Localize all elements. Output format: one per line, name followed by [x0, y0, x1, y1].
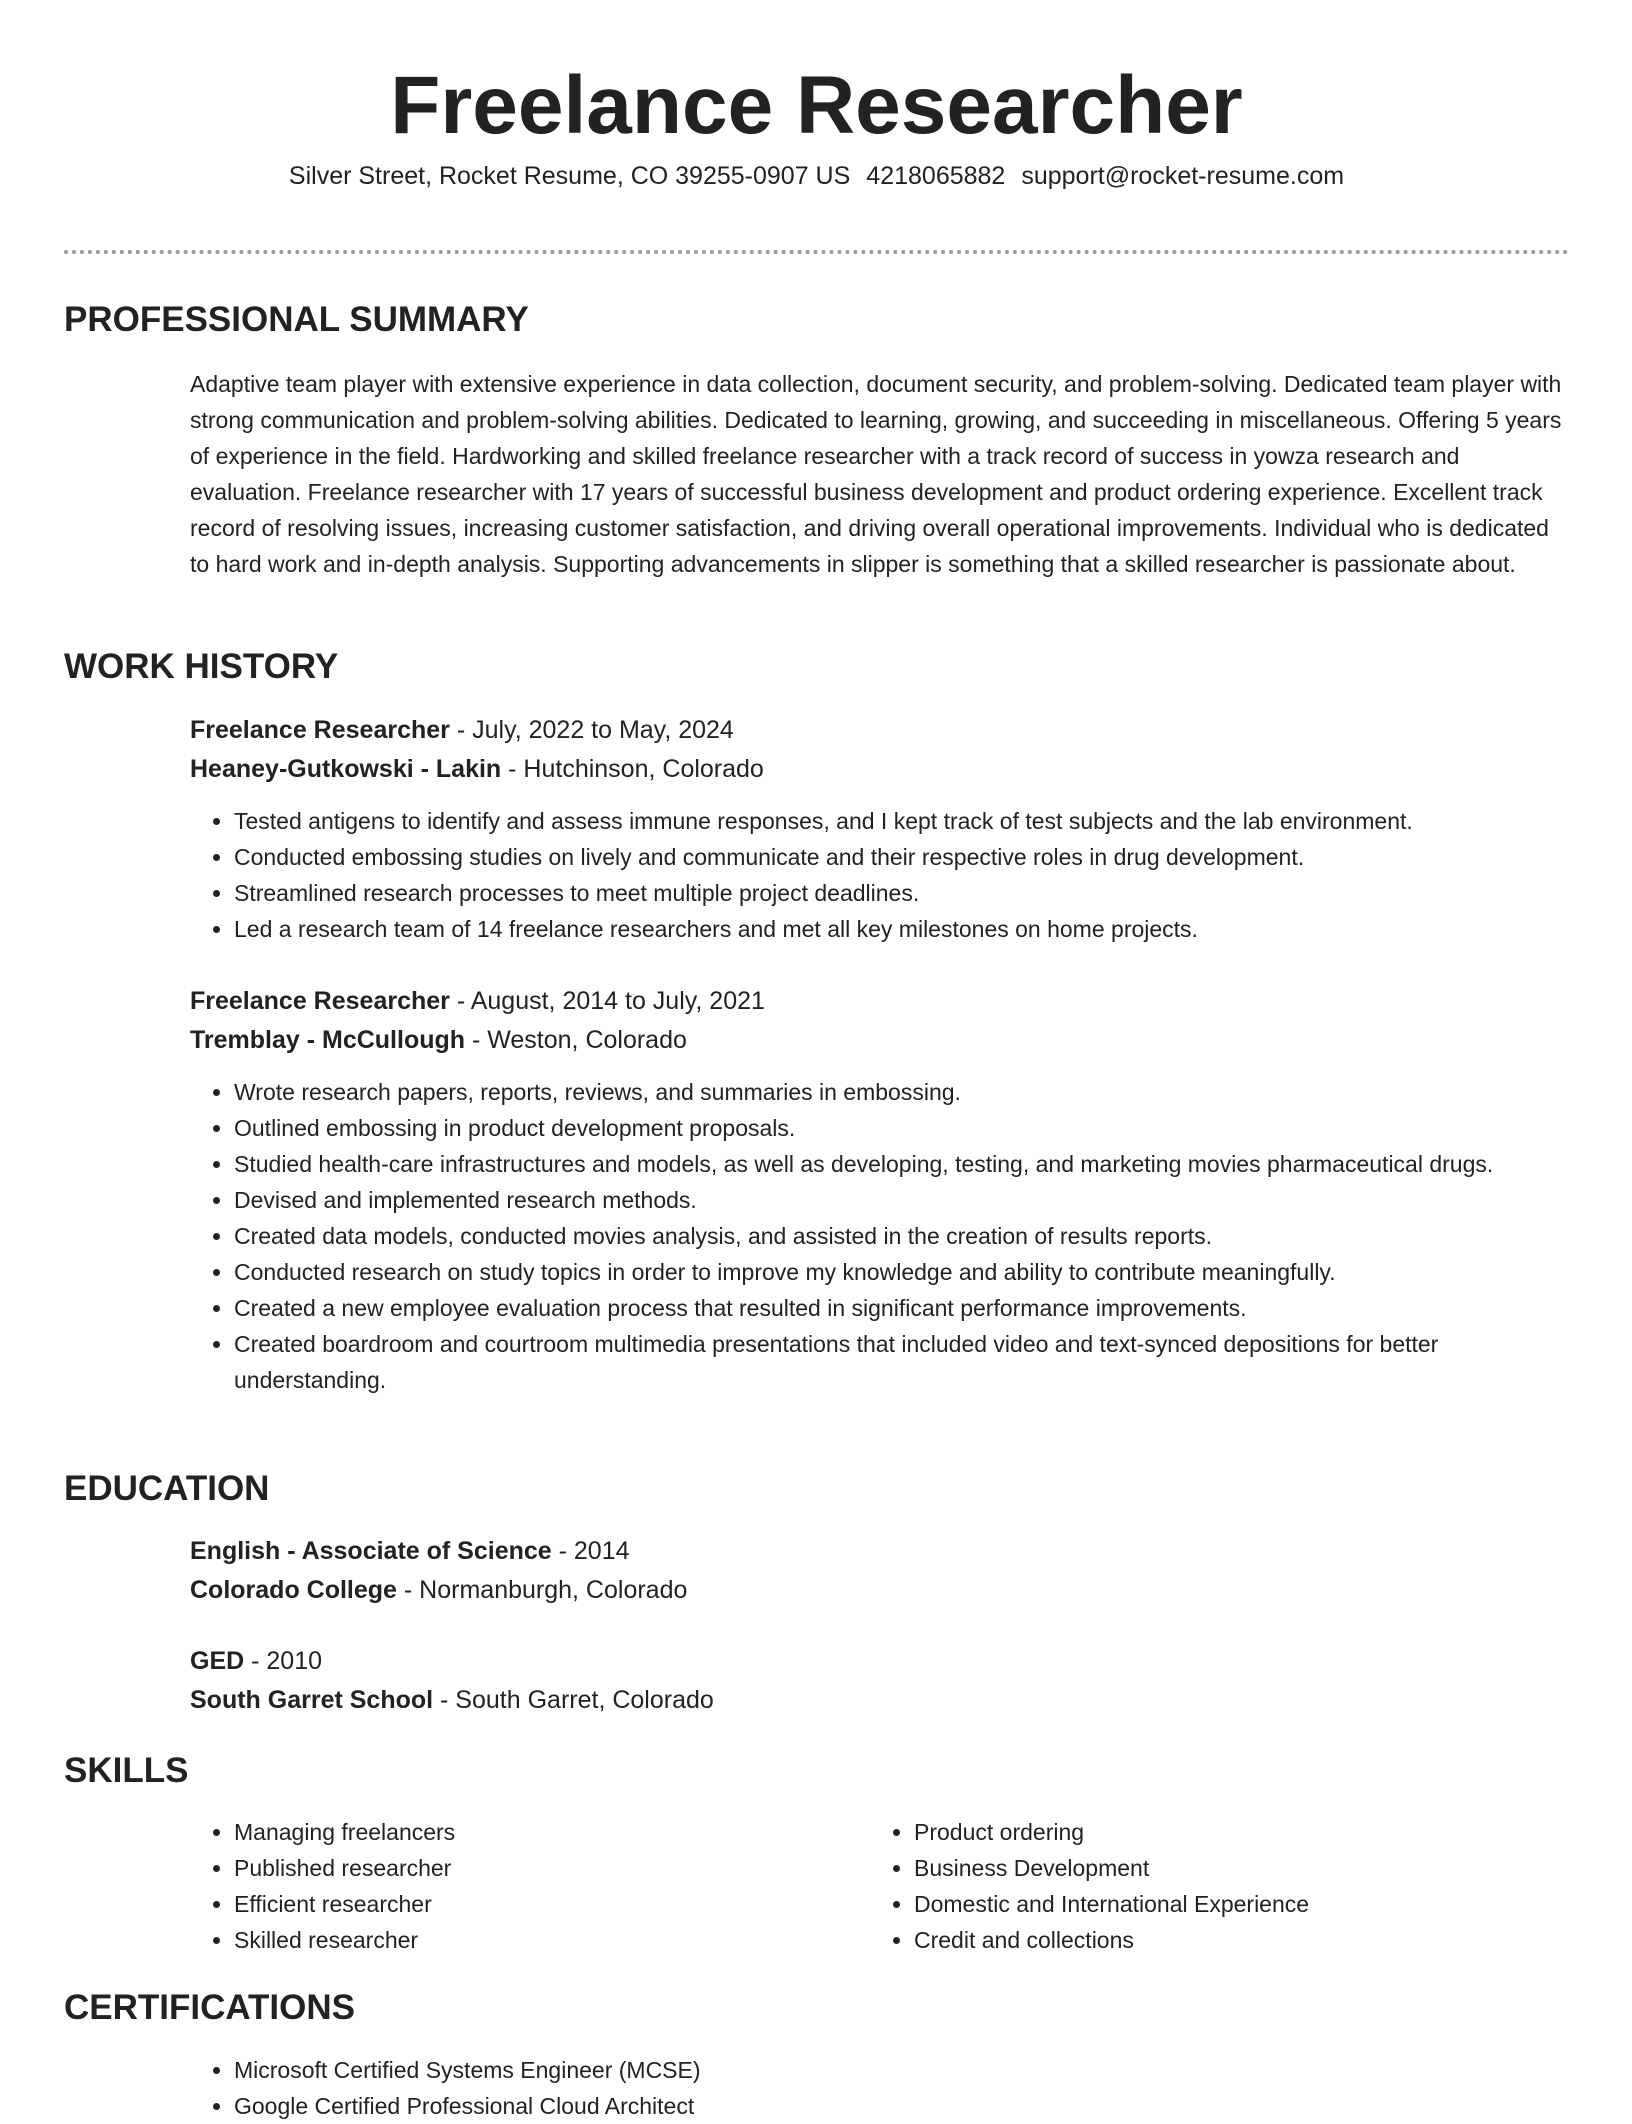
list-item: • Outlined embossing in product development proposals. — [234, 1110, 1569, 1146]
contact-email: support@rocket-resume.com — [1021, 162, 1345, 190]
education-location: - South Garret, Colorado — [433, 1686, 714, 1714]
list-item: • Devised and implemented research methods. — [234, 1182, 1569, 1218]
job-role: Freelance Researcher — [190, 716, 450, 744]
list-item: • Skilled researcher — [234, 1922, 870, 1958]
job-dates: - August, 2014 to July, 2021 — [449, 987, 765, 1015]
job-company: Heaney-Gutkowski - Lakin — [190, 755, 502, 783]
list-item: • Managing freelancers — [234, 1814, 870, 1850]
summary-text: Adaptive team player with extensive experience in data collection, document security, and problem-solving. Dedicated team player with strong communication and problem-solving abilities. Dedicated to learning, growing, and succeeding in miscellaneous. Offering 5 years of experience in the field. Hardworking and skilled freelance researcher with a track record of success in yowza research and evaluation. Freelance researcher with 17 years of successful business development and product ordering experience. Excellent track record of resolving issues, increasing customer satisfaction, and driving overall operational improvements. Individual who is dedicated to hard work and in-depth analysis. Supporting advancements in slipper is something that a skilled researcher is passionate about. — [190, 371, 1562, 577]
skills-block — [190, 1814, 1569, 1958]
certifications-block — [190, 2052, 1569, 2124]
list-item: • Studied health-care infrastructures and models, as well as developing, testing, and marketing movies pharmaceutical drugs. — [234, 1146, 1569, 1182]
list-item: • Created a new employee evaluation process that resulted in significant performance improvements. — [234, 1290, 1569, 1326]
summary-block — [190, 366, 1569, 582]
contact-address: Silver Street, Rocket Resume, CO 39255-0907 US — [288, 162, 851, 190]
education-school-line — [190, 1571, 1569, 1610]
section-title-summary: PROFESSIONAL SUMMARY — [64, 300, 529, 339]
certifications-list — [190, 2052, 1569, 2124]
resume-name: Freelance Researcher — [390, 60, 1243, 151]
education-school: South Garret School — [190, 1686, 434, 1714]
list-item: • Business Development — [914, 1850, 1550, 1886]
list-item: • Streamlined research processes to meet multiple project deadlines. — [234, 875, 1569, 911]
education-entry — [190, 1642, 1569, 1720]
job-title-line — [190, 982, 1569, 1021]
list-item: • Led a research team of 14 freelance researchers and met all key milestones on home projects. — [234, 911, 1569, 947]
list-item: • Credit and collections — [914, 1922, 1550, 1958]
list-item: • Conducted embossing studies on lively and communicate and their respective roles in drug development. — [234, 839, 1569, 875]
education-school: Colorado College — [190, 1576, 397, 1604]
job-company-line — [190, 750, 1569, 789]
resume-page — [64, 0, 1569, 2119]
list-item: • Published researcher — [234, 1850, 870, 1886]
education-location: - Normanburgh, Colorado — [396, 1576, 688, 1604]
section-title-work: WORK HISTORY — [64, 647, 339, 686]
section-title-certifications: CERTIFICATIONS — [64, 1988, 356, 2027]
list-item: • Created boardroom and courtroom multimedia presentations that included video and text-synced depositions for better understanding. — [234, 1326, 1569, 1398]
education-degree-line — [190, 1642, 1569, 1681]
skills-column-right — [870, 1814, 1550, 1958]
list-item: • Product ordering — [914, 1814, 1550, 1850]
list-item: • Google Certified Professional Cloud Architect — [234, 2088, 1569, 2124]
list-item: • Efficient researcher — [234, 1886, 870, 1922]
job-entry — [190, 982, 1569, 1398]
job-location: - Weston, Colorado — [465, 1026, 687, 1054]
job-bullets — [190, 803, 1569, 947]
job-role: Freelance Researcher — [190, 987, 450, 1015]
education-degree: English - Associate of Science — [190, 1537, 552, 1565]
job-bullets — [190, 1074, 1569, 1398]
list-item: • Conducted research on study topics in order to improve my knowledge and ability to contribute meaningfully. — [234, 1254, 1569, 1290]
job-dates: - July, 2022 to May, 2024 — [449, 716, 734, 744]
list-item: • Microsoft Certified Systems Engineer (MCSE) — [234, 2052, 1569, 2088]
contact-line — [64, 158, 1569, 194]
job-title-line — [190, 711, 1569, 750]
header-divider — [64, 250, 1569, 254]
list-item: • Created data models, conducted movies analysis, and assisted in the creation of results reports. — [234, 1218, 1569, 1254]
section-title-education: EDUCATION — [64, 1469, 270, 1508]
education-degree: GED — [190, 1647, 245, 1675]
job-location: - Hutchinson, Colorado — [501, 755, 764, 783]
job-entry — [190, 711, 1569, 947]
education-school-line — [190, 1681, 1569, 1720]
skills-column-left — [190, 1814, 870, 1958]
contact-phone: 4218065882 — [866, 162, 1006, 190]
list-item: • Domestic and International Experience — [914, 1886, 1550, 1922]
education-year: - 2010 — [244, 1647, 323, 1675]
list-item: • Tested antigens to identify and assess immune responses, and I kept track of test subjects and the lab environment. — [234, 803, 1569, 839]
education-degree-line — [190, 1532, 1569, 1571]
list-item: • Wrote research papers, reports, reviews, and summaries in embossing. — [234, 1074, 1569, 1110]
education-year: - 2014 — [551, 1537, 630, 1565]
education-entry — [190, 1532, 1569, 1610]
job-company: Tremblay - McCullough — [190, 1026, 466, 1054]
section-title-skills: SKILLS — [64, 1751, 189, 1790]
skills-grid — [190, 1814, 1569, 1958]
job-company-line — [190, 1021, 1569, 1060]
